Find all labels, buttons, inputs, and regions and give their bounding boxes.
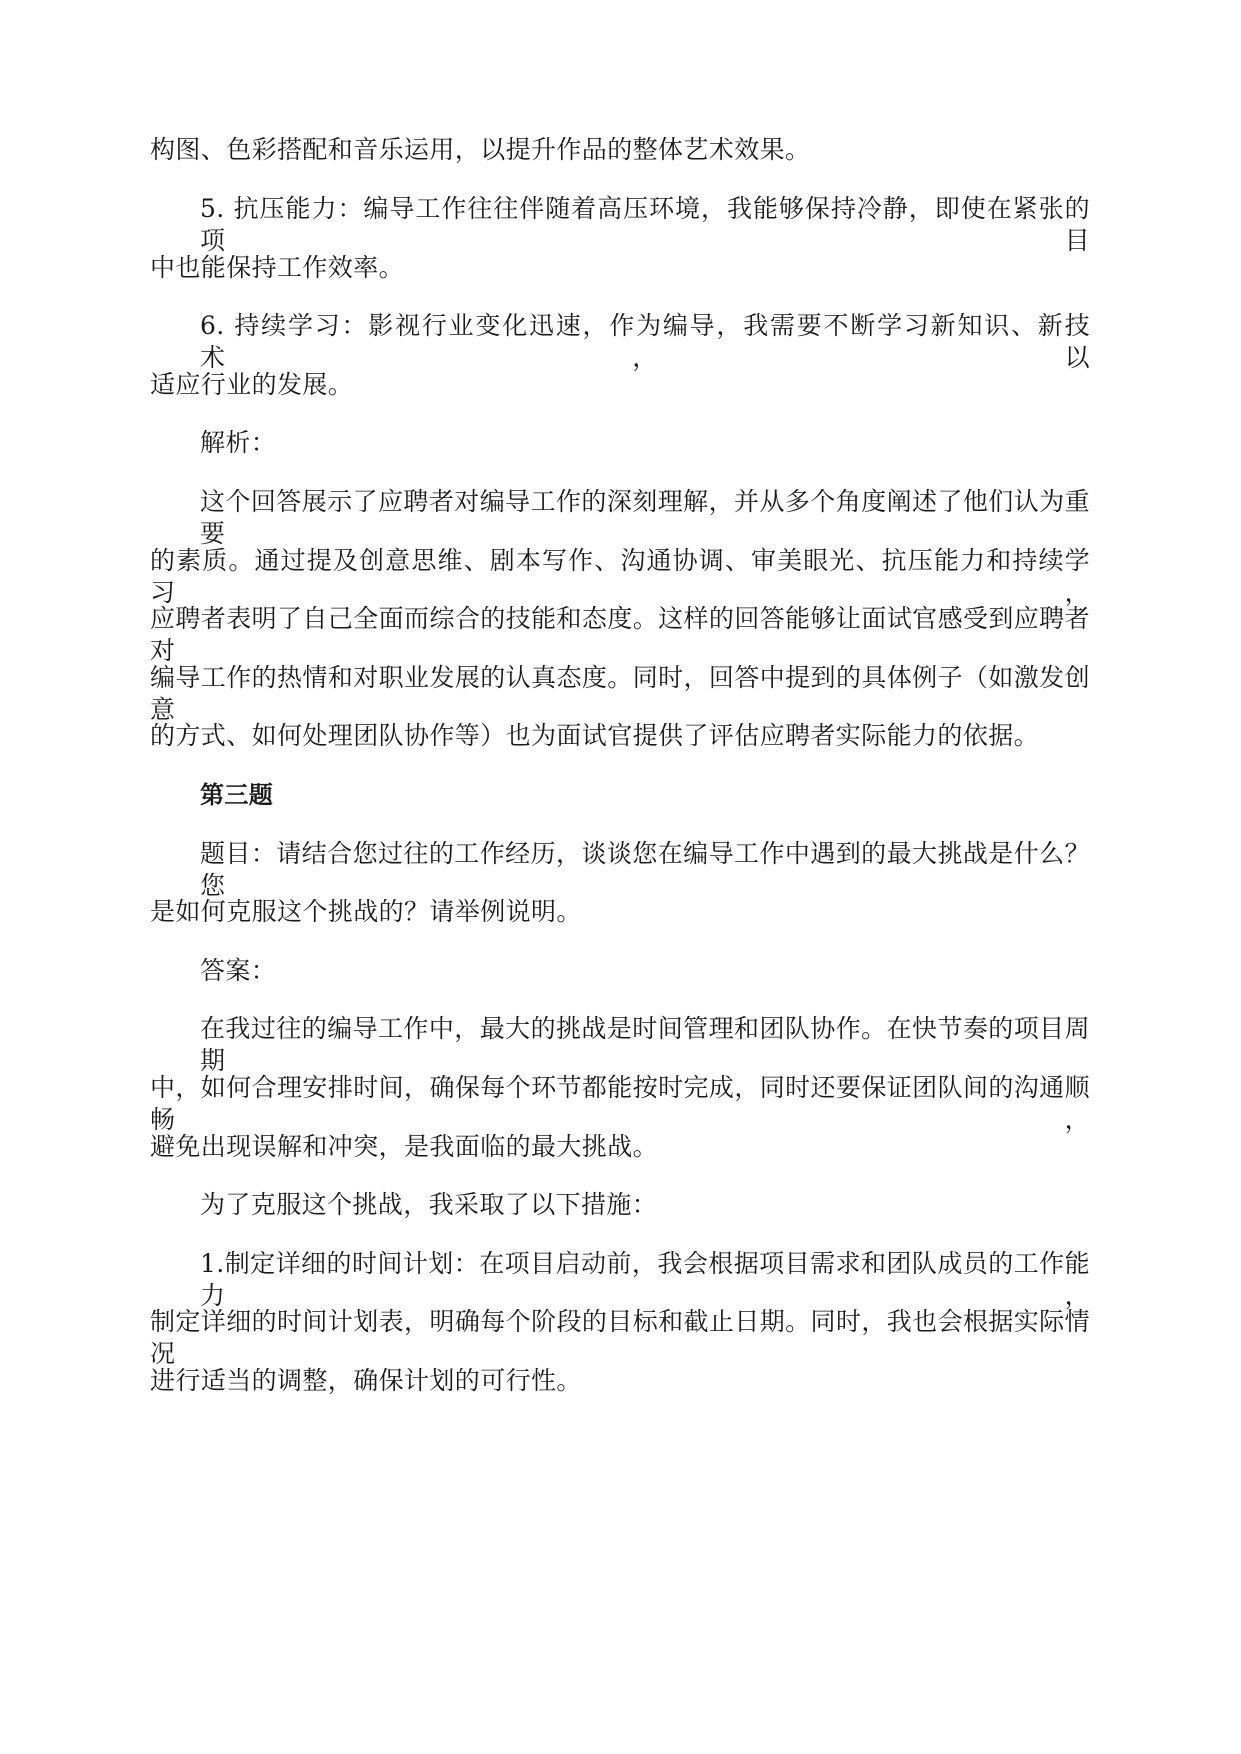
text-line: 的素质。通过提及创意思维、剧本写作、沟通协调、审美眼光、抗压能力和持续学习，: [150, 546, 1090, 607]
text-line: 6. 持续学习：影视行业变化迅速，作为编导，我需要不断学习新知识、新技术，以: [200, 311, 1090, 372]
text-line: 1.制定详细的时间计划：在项目启动前，我会根据项目需求和团队成员的工作能力，: [200, 1249, 1090, 1310]
text-line: 解析：: [200, 428, 277, 457]
text-line: 答案：: [200, 956, 277, 985]
text-line: 避免出现误解和冲突，是我面临的最大挑战。: [150, 1132, 659, 1161]
text-line: 中，如何合理安排时间，确保每个环节都能按时完成，同时还要保证团队间的沟通顺畅，: [150, 1073, 1090, 1134]
text-line: 是如何克服这个挑战的？请举例说明。: [150, 897, 582, 926]
text-line: 题目：请结合您过往的工作经历，谈谈您在编导工作中遇到的最大挑战是什么？您: [200, 839, 1090, 900]
text-line: 中也能保持工作效率。: [150, 253, 405, 282]
text-line: 在我过往的编导工作中，最大的挑战是时间管理和团队协作。在快节奏的项目周期: [200, 1014, 1090, 1075]
text-line: 应聘者表明了自己全面而综合的技能和态度。这样的回答能够让面试官感受到应聘者对: [150, 604, 1090, 665]
text-line: 编导工作的热情和对职业发展的认真态度。同时，回答中提到的具体例子（如激发创意: [150, 663, 1090, 724]
section-heading: 第三题: [200, 781, 274, 809]
text-line: 制定详细的时间计划表，明确每个阶段的目标和截止日期。同时，我也会根据实际情况: [150, 1307, 1090, 1368]
text-line: 5. 抗压能力：编导工作往往伴随着高压环境，我能够保持冷静，即使在紧张的项目: [200, 194, 1090, 255]
text-line: 为了克服这个挑战，我采取了以下措施：: [200, 1190, 658, 1219]
text-line: 进行适当的调整，确保计划的可行性。: [150, 1366, 582, 1395]
text-line: 的方式、如何处理团队协作等）也为面试官提供了评估应聘者实际能力的依据。: [150, 721, 1040, 750]
text-line: 构图、色彩搭配和音乐运用，以提升作品的整体艺术效果。: [150, 135, 811, 164]
text-line: 适应行业的发展。: [150, 370, 354, 399]
text-line: 这个回答展示了应聘者对编导工作的深刻理解，并从多个角度阐述了他们认为重要: [200, 487, 1090, 548]
